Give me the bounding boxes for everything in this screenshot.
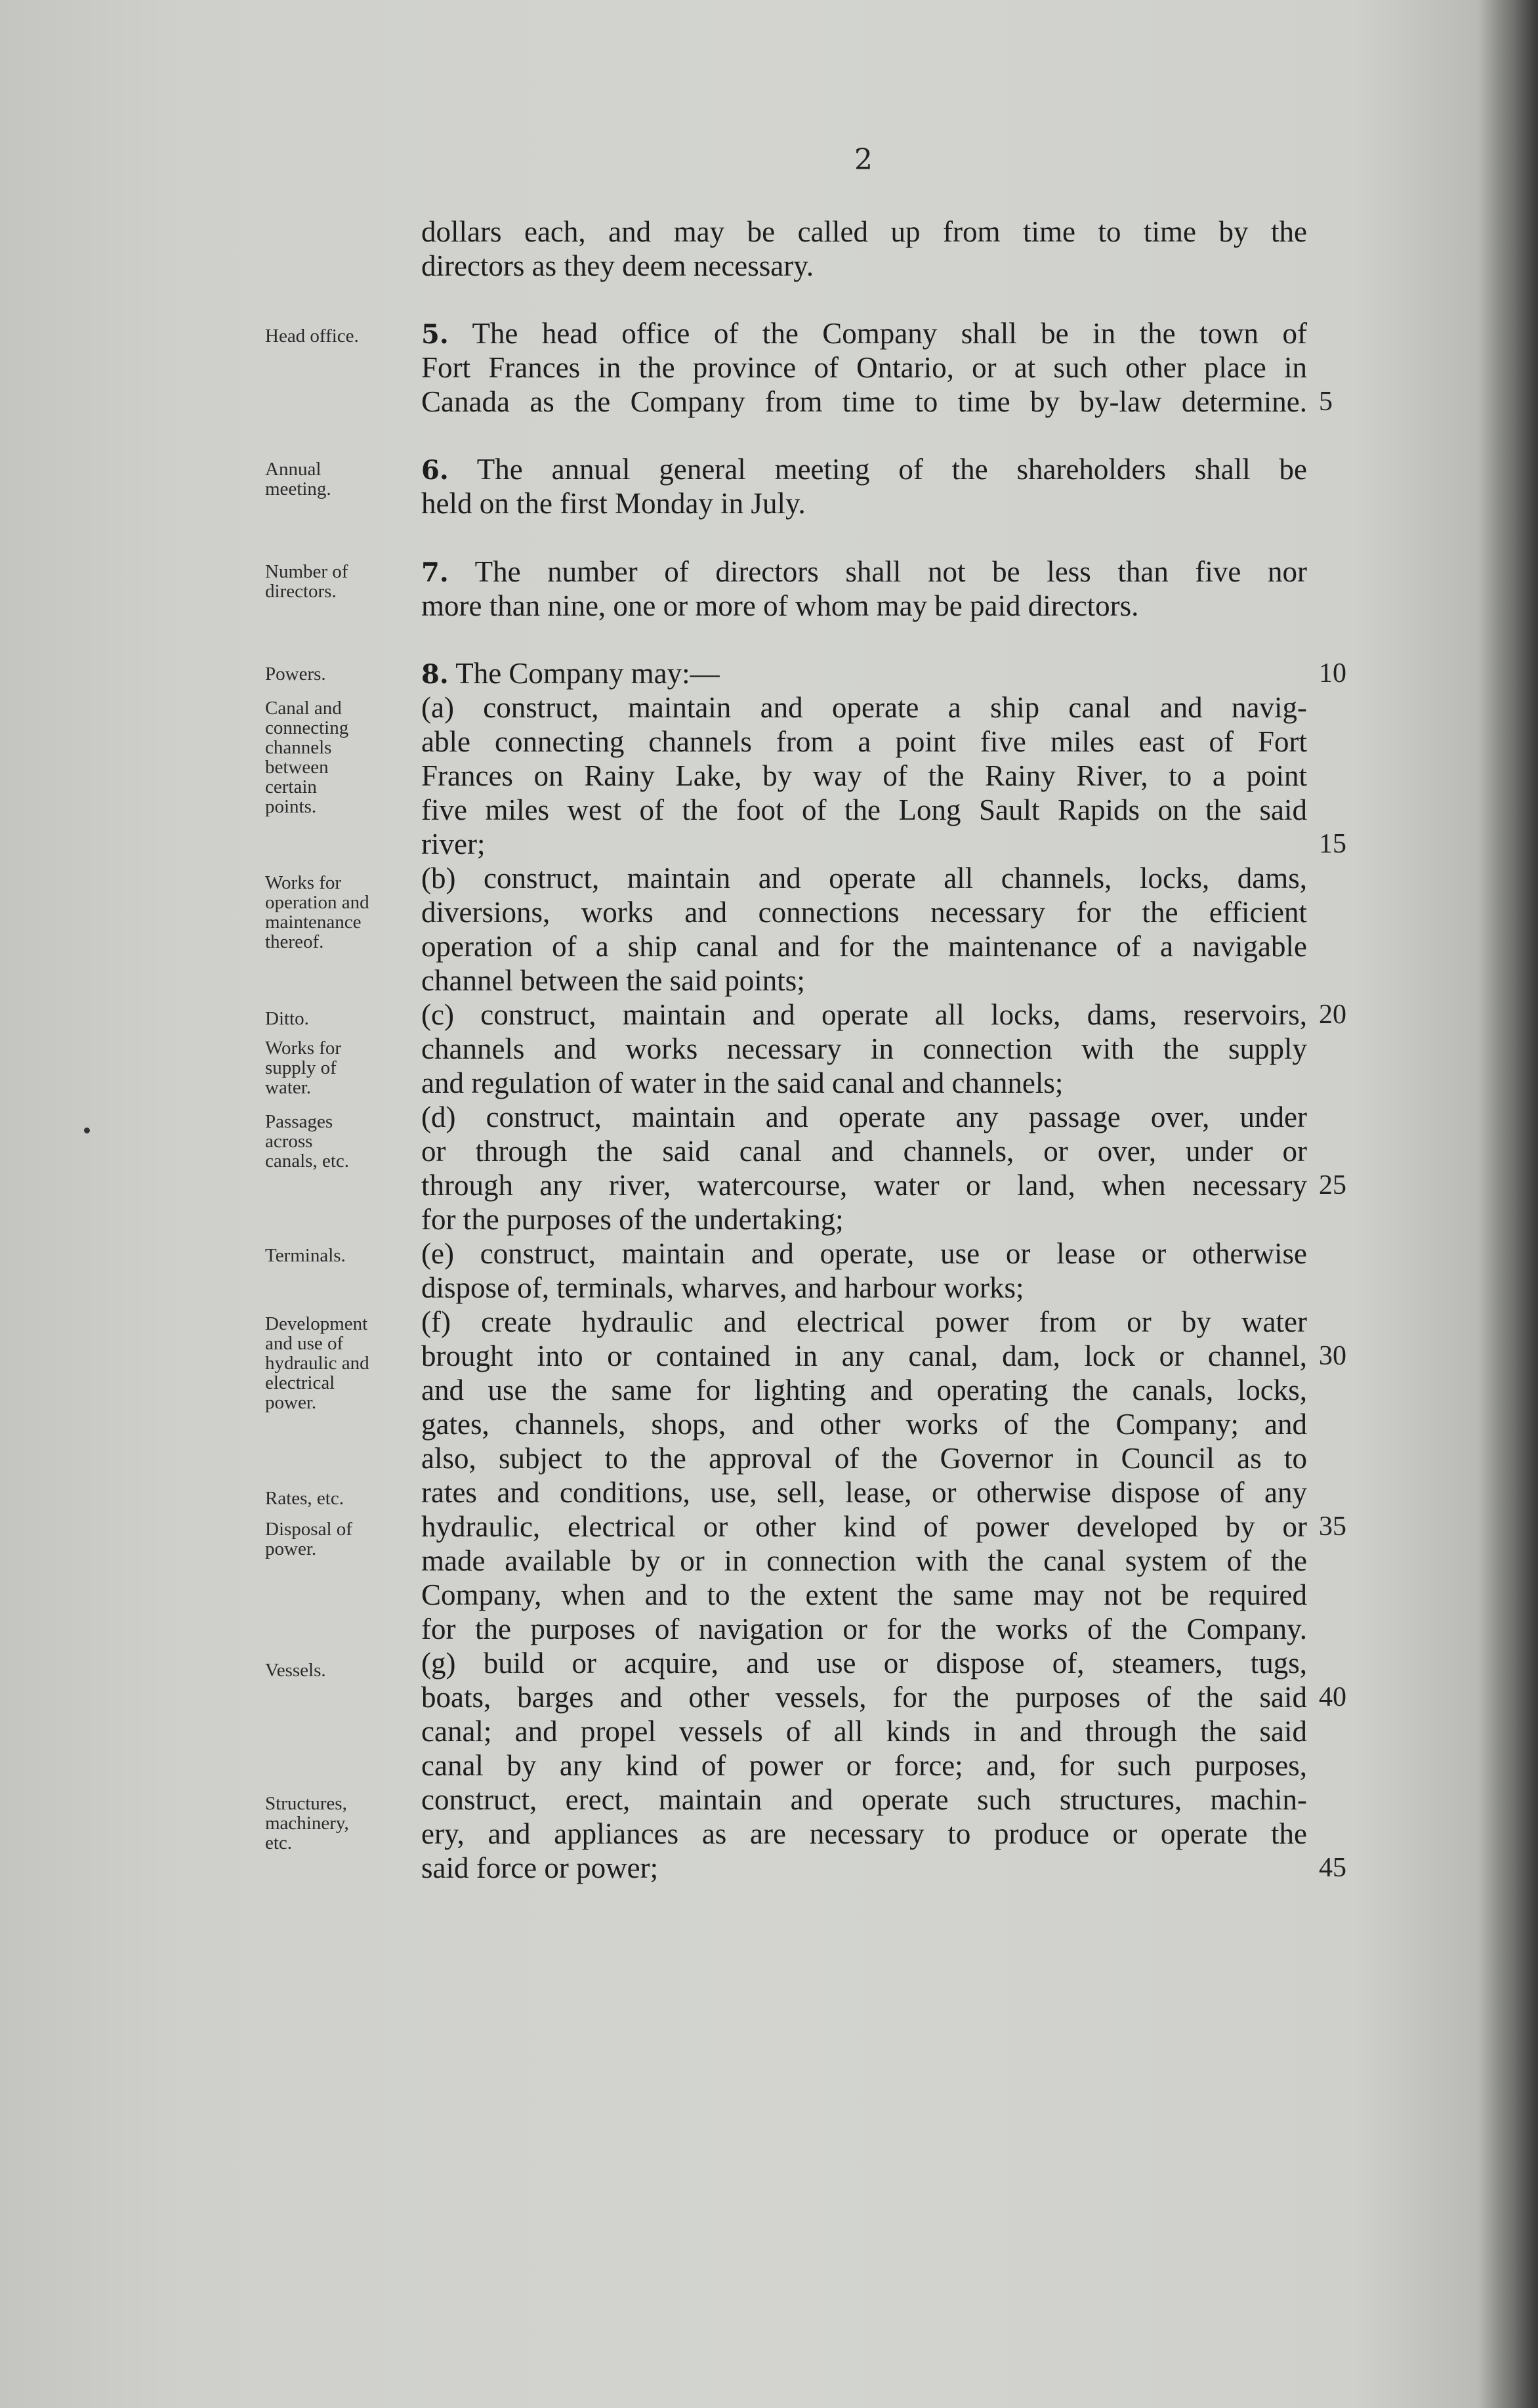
body-line — [421, 555, 1307, 589]
body-line — [421, 316, 1307, 350]
body-line — [421, 690, 1307, 725]
body-line-text: Frances on Rainy Lake, by way of the Rainy River, to a point — [421, 759, 1307, 792]
body-line-text: dispose of, terminals, wharves, and harbour works; — [421, 1271, 1024, 1304]
body-line — [421, 1373, 1307, 1407]
page-number: 2 — [854, 143, 873, 177]
margin-note — [265, 326, 423, 346]
body-line-text: river; — [421, 828, 486, 860]
margin-note — [265, 698, 423, 816]
margin-note — [265, 562, 423, 601]
body-line-text: or through the said canal and channels, or over, under or — [421, 1135, 1307, 1168]
body-line-text: gates, channels, shops, and other works of the Company; and — [421, 1408, 1307, 1441]
body-line — [421, 1748, 1307, 1783]
margin-note-line: Disposal of — [265, 1519, 352, 1540]
margin-note-line: electrical — [265, 1372, 335, 1393]
line-number: 20 — [1319, 1000, 1346, 1030]
line-number: 30 — [1319, 1341, 1346, 1371]
body-line-text: Fort Frances in the province of Ontario, or at such other place in — [421, 351, 1307, 384]
margin-note-line: Terminals. — [265, 1245, 346, 1266]
body-line-text: for the purposes of the undertaking; — [421, 1203, 844, 1236]
body-line — [421, 656, 1307, 690]
body-line-text: (g) build or acquire, and use or dispose of, steamers, tugs, — [421, 1647, 1307, 1679]
margin-note — [265, 459, 423, 499]
margin-note-line: and use of — [265, 1333, 344, 1354]
body-line-text: directors as they deem necessary. — [421, 249, 814, 282]
margin-note-line: certain — [265, 776, 317, 797]
body-line-text: ery, and appliances as are necessary to produce or operate the — [421, 1817, 1307, 1850]
body-line — [421, 1032, 1307, 1066]
section-number: 7. — [421, 557, 449, 588]
margin-note — [265, 1660, 423, 1680]
body-line — [421, 793, 1307, 827]
body-line-text: canal; and propel vessels of all kinds in and through the said — [421, 1715, 1307, 1748]
body-line-text: canal by any kind of power or force; and, for such purposes, — [421, 1749, 1307, 1782]
body-line-text: rates and conditions, use, sell, lease, or otherwise dispose of any — [421, 1476, 1307, 1509]
body-line — [421, 1100, 1307, 1134]
body-line — [421, 725, 1307, 759]
margin-note-line: Annual — [265, 459, 322, 480]
margin-note — [265, 873, 423, 952]
body-line — [421, 827, 1307, 861]
section-number: 8. — [421, 659, 449, 690]
margin-note-line: Rates, etc. — [265, 1488, 344, 1509]
margin-note — [265, 1314, 423, 1412]
body-line — [421, 1612, 1307, 1646]
line-number: 35 — [1319, 1511, 1346, 1542]
line-number: 40 — [1319, 1682, 1346, 1712]
margin-note — [265, 1246, 423, 1265]
body-line-text: made available by or in connection with the canal system of the — [421, 1544, 1307, 1577]
body-line — [421, 1407, 1307, 1441]
margin-note — [265, 1794, 423, 1853]
body-line-text: able connecting channels from a point five miles east of Fort — [421, 725, 1307, 758]
body-line — [421, 1339, 1307, 1373]
body-line-text: (a) construct, maintain and operate a ship canal and navig- — [421, 691, 1307, 724]
body-line-text: dollars each, and may be called up from time to time by the — [421, 215, 1307, 248]
body-line-text: The number of directors shall not be less than five nor — [474, 555, 1308, 588]
body-line-text: The Company may:— — [455, 657, 720, 690]
body-line-text: boats, barges and other vessels, for the purposes of the said — [421, 1681, 1307, 1714]
margin-note-line: meeting. — [265, 478, 331, 499]
line-number: 5 — [1319, 387, 1333, 417]
body-line-text: brought into or contained in any canal, dam, lock or channel, — [421, 1340, 1307, 1372]
margin-note-line: thereof. — [265, 931, 324, 952]
margin-note-line: etc. — [265, 1832, 293, 1853]
margin-note-line: operation and — [265, 892, 369, 913]
body-line-text: Canada as the Company from time to time by by-law determine. — [421, 385, 1307, 418]
body-line-text: (c) construct, maintain and operate all locks, dams, reservoirs, — [421, 998, 1307, 1031]
margin-note — [265, 1112, 423, 1171]
body-line-text: said force or power; — [421, 1851, 659, 1884]
margin-note-line: directors. — [265, 581, 337, 602]
body-line — [421, 1851, 1307, 1885]
body-line — [421, 1066, 1307, 1100]
body-line-text: and use the same for lighting and operating the canals, locks, — [421, 1374, 1307, 1406]
body-line — [421, 486, 1307, 520]
body-line — [421, 1236, 1307, 1271]
body-line — [421, 1305, 1307, 1339]
body-line — [421, 385, 1307, 419]
body-line-text: (d) construct, maintain and operate any passage over, under — [421, 1101, 1307, 1133]
line-number: 15 — [1319, 829, 1346, 859]
body-line — [421, 1544, 1307, 1578]
body-line-text: held on the first Monday in July. — [421, 487, 806, 520]
margin-note — [265, 1489, 423, 1508]
body-line-text: (e) construct, maintain and operate, use or lease or otherwise — [421, 1237, 1307, 1270]
margin-note-line: power. — [265, 1538, 317, 1559]
margin-note-line: maintenance — [265, 912, 362, 933]
body-line-text: Company, when and to the extent the same may not be required — [421, 1578, 1307, 1611]
body-line — [421, 1271, 1307, 1305]
body-line — [421, 1202, 1307, 1236]
margin-note-line: Head office. — [265, 326, 359, 347]
line-number: 10 — [1319, 658, 1346, 688]
body-line — [421, 963, 1307, 998]
margin-note-line: Works for — [265, 872, 342, 893]
body-line — [421, 1680, 1307, 1714]
margin-note-line: Structures, — [265, 1793, 347, 1814]
body-line-text: through any river, watercourse, water or land, when necessary — [421, 1169, 1307, 1202]
margin-note-line: Number of — [265, 561, 348, 582]
body-line — [421, 1134, 1307, 1168]
body-line-text: The head office of the Company shall be in the town of — [472, 317, 1307, 350]
margin-note-line: canals, etc. — [265, 1151, 350, 1172]
body-line — [421, 350, 1307, 385]
margin-note-line: power. — [265, 1392, 317, 1413]
body-line — [421, 1783, 1307, 1817]
margin-note-line: Canal and — [265, 698, 342, 719]
margin-note — [265, 1038, 423, 1097]
body-line — [421, 215, 1307, 249]
body-line — [421, 998, 1307, 1032]
line-number: 45 — [1319, 1853, 1346, 1883]
body-line-text: also, subject to the approval of the Governor in Council as to — [421, 1442, 1307, 1475]
margin-note-line: channels — [265, 737, 332, 758]
margin-note-line: Powers. — [265, 664, 326, 685]
margin-note-line: between — [265, 757, 329, 778]
body-line — [421, 1441, 1307, 1475]
margin-note-line: connecting — [265, 717, 349, 738]
ink-mark — [84, 1128, 90, 1133]
body-line — [421, 1646, 1307, 1680]
margin-note — [265, 1519, 423, 1559]
margin-note-line: Development — [265, 1313, 368, 1334]
body-line-text: hydraulic, electrical or other kind of power developed by or — [421, 1510, 1307, 1543]
margin-note-line: supply of — [265, 1057, 337, 1078]
line-number: 25 — [1319, 1170, 1346, 1200]
body-line — [421, 452, 1307, 486]
body-line-text: construct, erect, maintain and operate such structures, machin- — [421, 1783, 1307, 1816]
margin-note-line: across — [265, 1131, 313, 1152]
body-line — [421, 589, 1307, 623]
binding-shadow — [1479, 0, 1538, 2408]
body-line — [421, 1714, 1307, 1748]
body-line-text: channel between the said points; — [421, 964, 805, 997]
margin-note — [265, 664, 423, 684]
margin-note-line: hydraulic and — [265, 1353, 369, 1374]
body-line — [421, 249, 1307, 283]
body-line — [421, 1578, 1307, 1612]
body-line — [421, 1510, 1307, 1544]
margin-note-line: Works for — [265, 1038, 342, 1059]
body-line-text: (f) create hydraulic and electrical power from or by water — [421, 1305, 1307, 1338]
body-line-text: The annual general meeting of the shareholders shall be — [476, 453, 1307, 486]
margin-note — [265, 1009, 423, 1028]
body-line — [421, 1817, 1307, 1851]
margin-note-line: Passages — [265, 1111, 333, 1132]
section-number: 6. — [421, 455, 449, 486]
body-line — [421, 1475, 1307, 1510]
body-line-text: and regulation of water in the said canal and channels; — [421, 1067, 1064, 1099]
body-line-text: for the purposes of navigation or for the works of the Company. — [421, 1613, 1307, 1645]
body-line — [421, 861, 1307, 895]
section-number: 5. — [421, 319, 449, 350]
body-line-text: five miles west of the foot of the Long Sault Rapids on the said — [421, 793, 1307, 826]
margin-note-line: Ditto. — [265, 1008, 309, 1029]
body-line-text: diversions, works and connections necessary for the efficient — [421, 896, 1307, 929]
margin-note-line: machinery, — [265, 1813, 349, 1834]
body-line-text: operation of a ship canal and for the maintenance of a navigable — [421, 930, 1307, 963]
margin-note-line: Vessels. — [265, 1660, 326, 1681]
body-line — [421, 759, 1307, 793]
body-line — [421, 929, 1307, 963]
body-line — [421, 895, 1307, 929]
body-line-text: (b) construct, maintain and operate all channels, locks, dams, — [421, 862, 1307, 895]
margin-note-line: water. — [265, 1077, 312, 1098]
body-line-text: more than nine, one or more of whom may be paid directors. — [421, 589, 1139, 622]
body-line — [421, 1168, 1307, 1202]
body-line-text: channels and works necessary in connection with the supply — [421, 1032, 1307, 1065]
margin-note-line: points. — [265, 796, 317, 817]
